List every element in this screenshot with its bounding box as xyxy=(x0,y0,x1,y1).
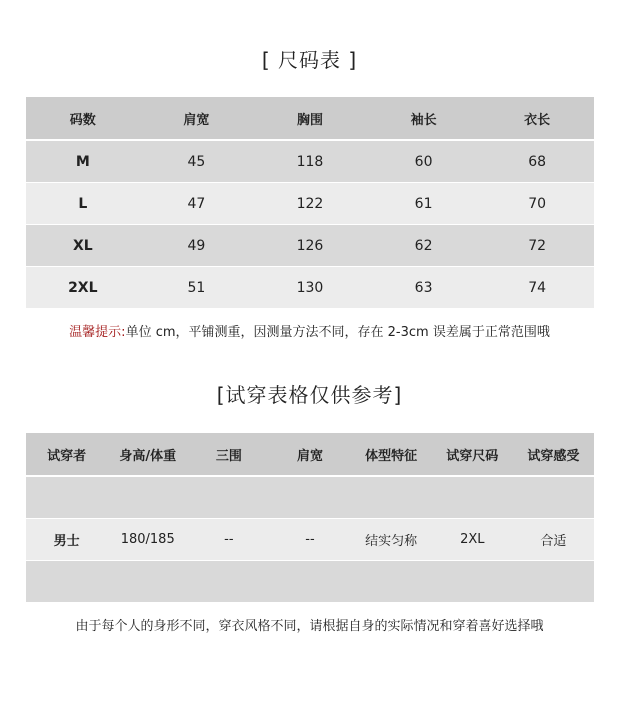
header-size: 码数 xyxy=(26,97,140,140)
table-cell: -- xyxy=(188,519,269,561)
table-cell: 180/185 xyxy=(107,519,188,561)
table-cell: 72 xyxy=(480,225,594,267)
header-shoulder: 肩宽 xyxy=(140,97,254,140)
fit-chart-table xyxy=(26,433,594,602)
table-cell: 结实匀称 xyxy=(351,519,432,561)
table-cell xyxy=(26,561,107,603)
table-cell xyxy=(513,561,594,603)
table-cell: 51 xyxy=(140,267,254,309)
table-cell: 126 xyxy=(253,225,367,267)
tester-label: 男士 xyxy=(26,519,107,561)
table-cell xyxy=(188,561,269,603)
header-body-type: 体型特征 xyxy=(351,433,432,476)
table-cell xyxy=(513,476,594,519)
table-cell xyxy=(269,476,350,519)
header-height-weight: 身高/体重 xyxy=(107,433,188,476)
table-cell: 130 xyxy=(253,267,367,309)
note-prefix: 温馨提示: xyxy=(69,325,126,340)
size-label: XL xyxy=(26,225,140,267)
table-cell: 70 xyxy=(480,183,594,225)
table-cell xyxy=(432,561,513,603)
header-tried-size: 试穿尺码 xyxy=(432,433,513,476)
table-cell xyxy=(351,561,432,603)
table-cell: 61 xyxy=(367,183,481,225)
table-cell: 47 xyxy=(140,183,254,225)
size-label: M xyxy=(26,140,140,183)
table-cell xyxy=(269,561,350,603)
table-cell: 2XL xyxy=(432,519,513,561)
table-cell: 45 xyxy=(140,140,254,183)
table-cell: 49 xyxy=(140,225,254,267)
table-cell: 60 xyxy=(367,140,481,183)
table-row xyxy=(26,476,594,519)
table-cell: 118 xyxy=(253,140,367,183)
header-length: 衣长 xyxy=(480,97,594,140)
footer-note: 由于每个人的身形不同，穿衣风格不同，请根据自身的实际情况和穿着喜好选择哦 xyxy=(75,619,544,634)
table-cell: 122 xyxy=(253,183,367,225)
table-row xyxy=(26,183,594,225)
table-cell: 74 xyxy=(480,267,594,309)
table-row xyxy=(26,267,594,309)
table-cell xyxy=(432,476,513,519)
size-label: 2XL xyxy=(26,267,140,309)
table-cell: -- xyxy=(269,519,350,561)
fit-chart-header-row xyxy=(26,433,594,476)
size-chart-header-row xyxy=(26,97,594,140)
header-shoulder: 肩宽 xyxy=(269,433,350,476)
table-cell: 62 xyxy=(367,225,481,267)
table-row xyxy=(26,519,594,561)
header-measurements: 三围 xyxy=(188,433,269,476)
note-text: 单位 cm，平铺测重，因测量方法不同，存在 2-3cm 误差属于正常范围哦 xyxy=(125,325,550,340)
table-cell: 63 xyxy=(367,267,481,309)
size-label: L xyxy=(26,183,140,225)
measurement-note xyxy=(0,321,619,340)
table-cell xyxy=(107,561,188,603)
fit-chart-title: [试穿表格仅供参考] xyxy=(216,383,403,407)
table-row xyxy=(26,561,594,603)
table-cell xyxy=(351,476,432,519)
table-cell xyxy=(107,476,188,519)
size-chart-table xyxy=(26,97,594,308)
header-sleeve: 袖长 xyxy=(367,97,481,140)
table-cell: 68 xyxy=(480,140,594,183)
table-cell xyxy=(188,476,269,519)
header-chest: 胸围 xyxy=(253,97,367,140)
table-row xyxy=(26,140,594,183)
table-row xyxy=(26,225,594,267)
size-chart-title: [ 尺码表 ] xyxy=(261,48,358,72)
table-cell: 合适 xyxy=(513,519,594,561)
table-cell xyxy=(26,476,107,519)
header-tester: 试穿者 xyxy=(26,433,107,476)
header-fit-feeling: 试穿感受 xyxy=(513,433,594,476)
